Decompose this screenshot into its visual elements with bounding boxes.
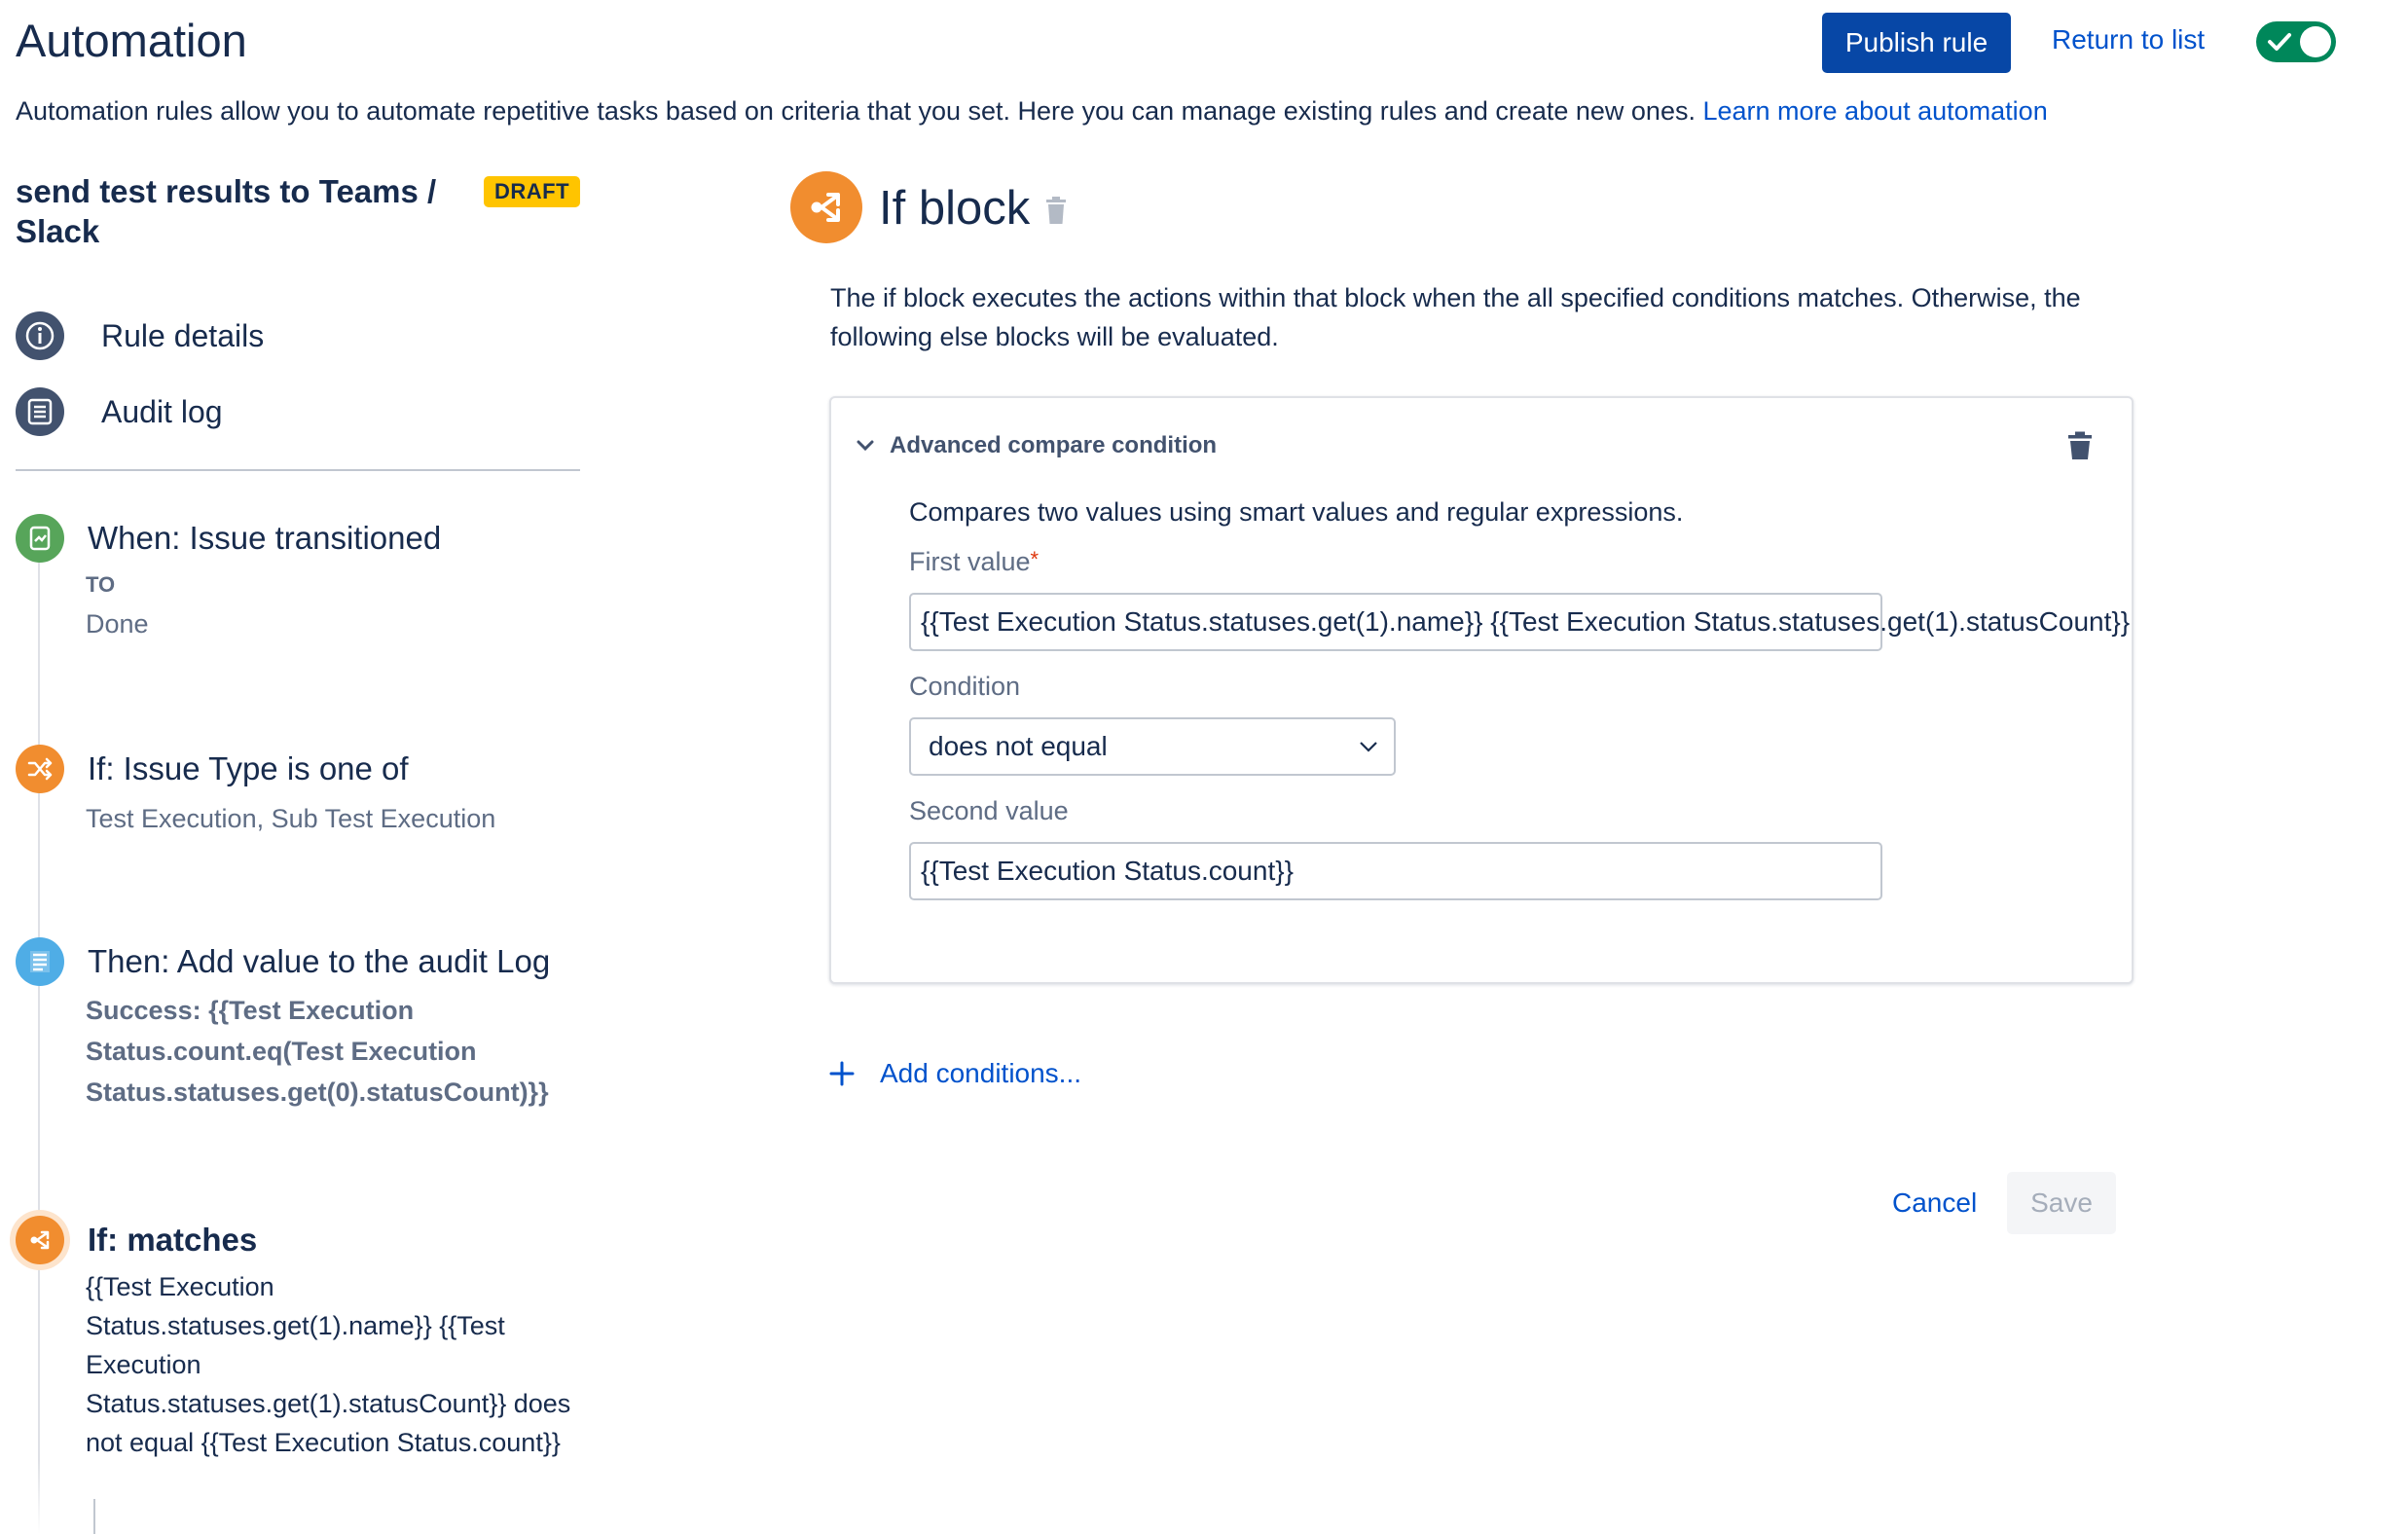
- first-value-label: [909, 547, 1039, 577]
- info-icon: [16, 311, 64, 360]
- sidebar-item-label: Rule details: [101, 317, 265, 353]
- condition-header-toggle[interactable]: [857, 432, 1217, 459]
- cancel-button[interactable]: Cancel: [1892, 1187, 1978, 1218]
- plus-icon: [829, 1061, 855, 1086]
- chevron-down-icon: [857, 440, 874, 452]
- document-icon: [16, 937, 64, 986]
- rule-name: send test results to Teams / Slack: [16, 173, 437, 249]
- learn-more-link[interactable]: Learn more about automation: [1702, 96, 2048, 126]
- save-button[interactable]: Save: [2007, 1172, 2116, 1234]
- timeline-line: [38, 545, 40, 1534]
- description-text: Automation rules allow you to automate repetitive tasks based on criteria that you set. Here you can manage existing rules and create new ones.: [16, 96, 1696, 126]
- trigger-icon: [16, 514, 64, 563]
- publish-rule-button[interactable]: Publish rule: [1822, 13, 2011, 73]
- page-title: Automation: [16, 15, 247, 66]
- sidebar-item-rule-details[interactable]: [16, 311, 264, 360]
- rule-enabled-toggle[interactable]: [2256, 21, 2336, 62]
- condition-description: Compares two values using smart values and regular expressions.: [909, 497, 1684, 527]
- branch-icon: [16, 1216, 64, 1264]
- step-title: Then: Add value to the audit Log: [88, 943, 551, 979]
- component-description: The if block executes the actions within that block when the all specified conditions matches. Otherwise, the following else blocks will be evaluated.: [830, 283, 2081, 351]
- list-icon: [16, 387, 64, 436]
- component-title: If block: [879, 182, 1031, 235]
- condition-label: Condition: [909, 672, 1021, 701]
- step-detail: Test Execution, Sub Test Execution: [86, 804, 496, 833]
- condition-select-value: does not equal: [929, 731, 1108, 761]
- second-value-input[interactable]: {{Test Execution Status.count}}: [909, 842, 1882, 900]
- condition-header-label: Advanced compare condition: [890, 432, 1218, 458]
- required-marker: *: [1030, 547, 1040, 571]
- if-block-icon: [790, 171, 862, 243]
- step-title: If: Issue Type is one of: [88, 750, 409, 786]
- sidebar-divider: [16, 469, 580, 471]
- trash-icon[interactable]: [1045, 196, 1067, 225]
- first-value-input[interactable]: {{Test Execution Status.statuses.get(1).name}} {{Test Execution Status.statuses.get(1).statusCount}}: [909, 593, 1882, 651]
- step-field-label: TO: [86, 572, 116, 597]
- page-description: [16, 96, 2048, 127]
- first-value-label-text: First value: [909, 547, 1031, 576]
- step-detail: Done: [86, 609, 149, 639]
- sidebar-item-audit-log[interactable]: [16, 387, 223, 436]
- trash-icon[interactable]: [2067, 431, 2093, 460]
- toggle-knob: [2300, 26, 2331, 57]
- step-title: When: Issue transitioned: [88, 520, 442, 556]
- step-detail: Success: {{Test Execution Status.count.eq(Test Execution Status.statuses.get(0).statusCount)}}: [86, 996, 549, 1107]
- shuffle-icon: [16, 745, 64, 793]
- step-detail: {{Test Execution Status.statuses.get(1).name}} {{Test Execution Status.statuses.get(1).statusCount}} does not equal {{Test Execution Status.count}}: [86, 1272, 571, 1457]
- step-connector: [93, 1499, 95, 1534]
- status-badge: DRAFT: [484, 176, 580, 207]
- condition-select[interactable]: [909, 717, 1396, 776]
- sidebar-item-label: Audit log: [101, 393, 223, 429]
- second-value-label: Second value: [909, 796, 1069, 825]
- return-to-list-link[interactable]: Return to list: [2052, 24, 2206, 55]
- add-conditions-label: Add conditions...: [880, 1058, 1082, 1088]
- add-conditions-button[interactable]: [829, 1058, 1081, 1089]
- chevron-down-icon: [1359, 741, 1378, 752]
- sidebar-fade: [0, 1460, 603, 1534]
- check-icon: [2266, 27, 2293, 56]
- step-title: If: matches: [88, 1222, 258, 1258]
